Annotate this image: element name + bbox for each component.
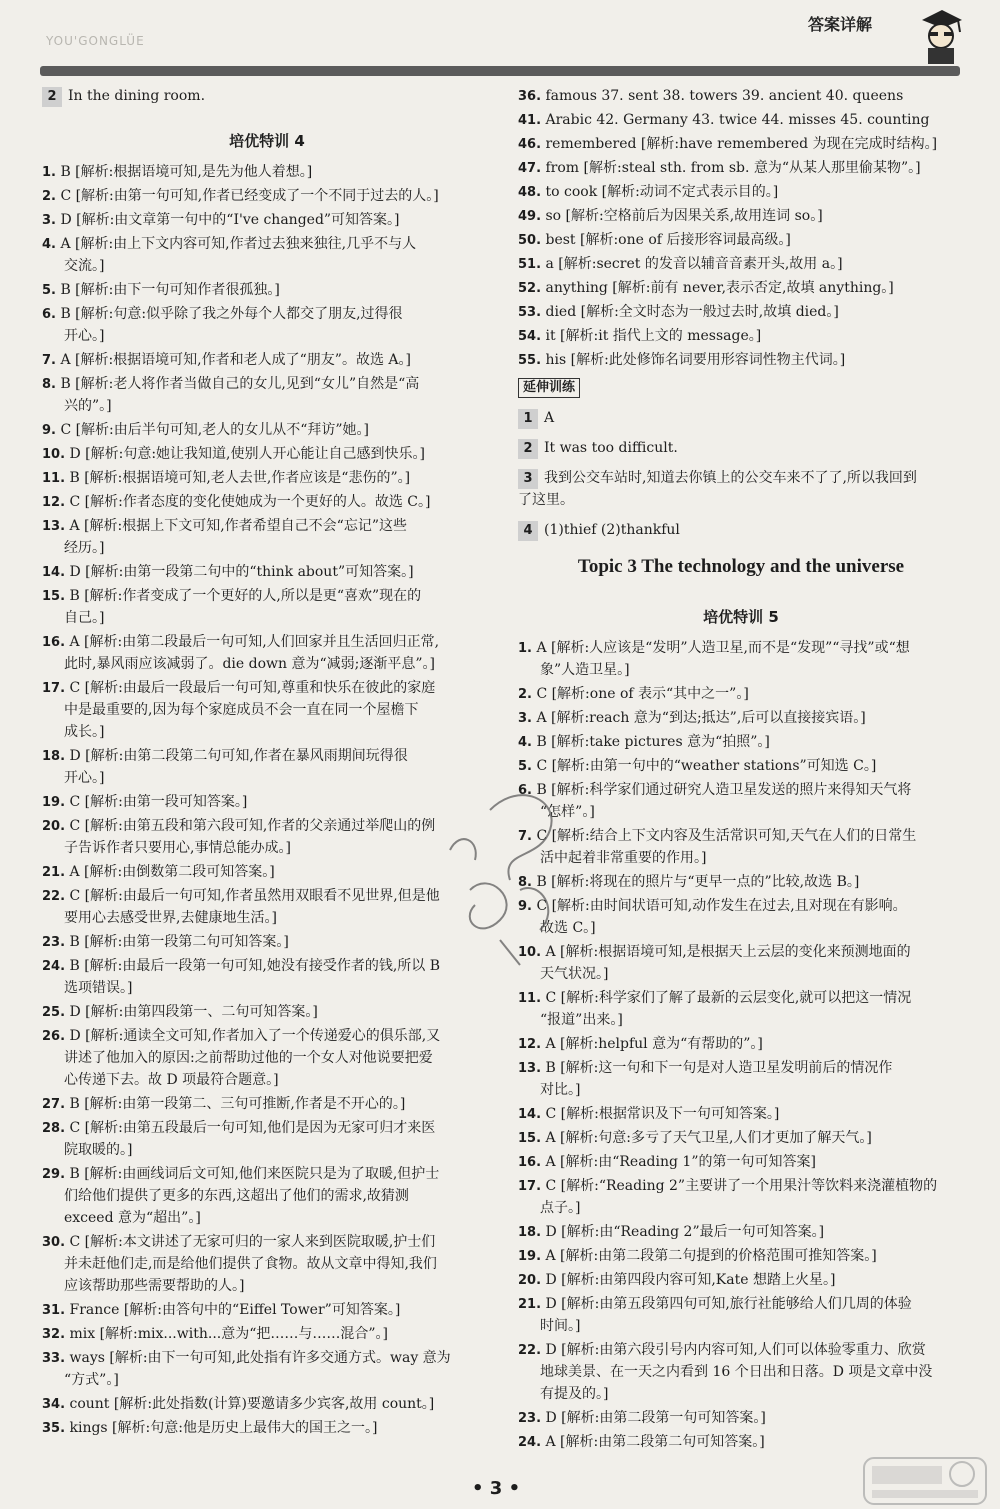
- question-number-box: 4: [518, 521, 538, 541]
- answer-line: [42, 234, 416, 255]
- question-number: 2.: [518, 687, 532, 702]
- answer-text: B [解析:老人将作者当做自己的女儿,见到“女儿”自然是“高: [60, 376, 420, 392]
- answer-line: [42, 350, 411, 371]
- question-number: 10.: [518, 945, 542, 960]
- question-number: 6.: [518, 783, 532, 798]
- answer-continuation: 天气状况。]: [540, 966, 609, 982]
- answer-text: D [解析:由第四段内容可知,Kate 想踏上火星。]: [545, 1272, 836, 1288]
- answer-text: C [解析:由时间状语可知,动作发生在过去,且对现在有影响。: [536, 898, 907, 914]
- answer-line: [42, 562, 414, 583]
- question-number: 55.: [518, 353, 542, 368]
- answer-text: (1)thief (2)thankful: [544, 522, 680, 538]
- answer-text: B [解析:由最后一段第一句可知,她没有接受作者的钱,所以 B: [69, 958, 441, 974]
- answer-line: [518, 326, 761, 347]
- answer-line: [42, 1300, 400, 1321]
- answer-line: [518, 1104, 779, 1125]
- answer-text: D [解析:由第二段第二句可知,作者在暴风雨期间玩得很: [69, 748, 408, 764]
- question-number: 46.: [518, 137, 542, 152]
- answer-text: C [解析:由最后一段最后一句可知,尊重和快乐在彼此的家庭: [69, 680, 436, 696]
- answer-text: C [解析:根据常识及下一句可知答案。]: [545, 1106, 780, 1122]
- question-number: 3.: [518, 711, 532, 726]
- answer-text: A [解析:人应该是“发明”人造卫星,而不是“发现”“寻找”或“想: [536, 640, 910, 656]
- answer-text: C [解析:本文讲述了无家可归的一家人来到医院取暖,护士们: [69, 1234, 436, 1250]
- question-number: 9.: [42, 423, 56, 438]
- question-number: 28.: [42, 1121, 66, 1136]
- question-number: 16.: [518, 1155, 542, 1170]
- answer-line: [42, 792, 247, 813]
- question-number: 6.: [42, 307, 56, 322]
- answer-text: it [解析:it 指代上文的 message。]: [545, 328, 762, 344]
- question-number: 14.: [42, 565, 66, 580]
- question-number: 20.: [518, 1273, 542, 1288]
- header-bar: [40, 66, 960, 76]
- answer-continuation: 心传递下去。故 D 项最符合题意。]: [64, 1072, 279, 1088]
- answer-text: to cook [解析:动词不定式表示目的。]: [545, 184, 779, 200]
- answer-text: C [解析:结合上下文内容及生活常识可知,天气在人们的日常生: [536, 828, 917, 844]
- question-number: 15.: [42, 589, 66, 604]
- question-number: 4.: [518, 735, 532, 750]
- answer-line: [42, 516, 407, 537]
- answer-continuation: 点子。]: [540, 1200, 581, 1216]
- question-number: 14.: [518, 1107, 542, 1122]
- question-number: 3.: [42, 213, 56, 228]
- answer-continuation: 兴的”。]: [64, 398, 112, 414]
- question-number: 24.: [518, 1435, 542, 1450]
- answer-continuation: 地球美景、在一天之内看到 16 个日出和日落。D 项是文章中没: [540, 1364, 933, 1380]
- answer-line: [518, 1176, 937, 1197]
- answer-line: [518, 732, 770, 753]
- answer-continuation: 故选 C。]: [540, 920, 596, 936]
- answer-text: A [解析:helpful 意为“有帮助的”。]: [545, 1036, 763, 1052]
- question-number: 49.: [518, 209, 542, 224]
- answer-text: C [解析:由后半句可知,老人的女儿从不“拜访”她。]: [60, 422, 370, 438]
- question-number: 1.: [42, 165, 56, 180]
- answer-text: B [解析:将现在的照片与“更早一点的”比较,故选 B。]: [536, 874, 860, 890]
- question-number: 7.: [518, 829, 532, 844]
- header-title: 答案详解: [808, 15, 873, 34]
- question-number: 4.: [42, 237, 56, 252]
- answer-line: [42, 632, 439, 653]
- answer-text: Arabic 42. Germany 43. twice 44. misses 45. counting: [545, 112, 930, 128]
- question-number: 30.: [42, 1235, 66, 1250]
- answer-line: [518, 1034, 763, 1055]
- answer-continuation: 子告诉作者只要用心,事情总能办成。]: [64, 840, 291, 856]
- question-number-box: 2: [42, 87, 62, 107]
- answer-line: [518, 1408, 766, 1429]
- answer-text: A [解析:根据上下文可知,作者希望自己不会“忘记”这些: [69, 518, 407, 534]
- boxed-answer-line: [42, 86, 205, 107]
- question-number: 34.: [42, 1397, 66, 1412]
- answer-line: [518, 278, 894, 299]
- answer-line: [518, 1340, 926, 1361]
- question-number: 16.: [42, 635, 66, 650]
- answer-text: B [解析:由第一段第二句可知答案。]: [69, 934, 289, 950]
- question-number: 18.: [518, 1225, 542, 1240]
- answer-line: [42, 886, 440, 907]
- question-number: 5.: [42, 283, 56, 298]
- answer-text: ways [解析:由下一句可知,此处指有许多交通方式。way 意为: [69, 1350, 451, 1366]
- answer-continuation: 时间。]: [540, 1318, 581, 1334]
- answer-line: [42, 1394, 434, 1415]
- answer-text: D [解析:句意:她让我知道,使别人开心能让自己感到快乐。]: [69, 446, 425, 462]
- question-number: 1.: [518, 641, 532, 656]
- page-number: • 3 •: [472, 1478, 521, 1499]
- question-number: 17.: [518, 1179, 542, 1194]
- answer-line: [518, 1270, 835, 1291]
- answer-continuation: 选项错误。]: [64, 980, 133, 996]
- answer-text: A [解析:由第二段最后一句可知,人们回家并且生活回归正常,: [69, 634, 440, 650]
- question-number: 29.: [42, 1167, 66, 1182]
- answer-continuation: 有提及的。]: [540, 1386, 609, 1402]
- answer-line: [42, 956, 440, 977]
- answer-line: [518, 86, 903, 107]
- graduate-mascot-icon: [918, 6, 964, 66]
- boxed-answer-line: [518, 520, 680, 541]
- question-number: 22.: [518, 1343, 542, 1358]
- answer-text: C [解析:由第五段和第六段可知,作者的父亲通过举爬山的例: [69, 818, 436, 834]
- answer-line: [42, 1002, 318, 1023]
- answer-text: mix [解析:mix...with...意为“把……与……混合”。]: [69, 1326, 388, 1342]
- answer-line: [518, 1432, 765, 1453]
- question-number: 35.: [42, 1421, 66, 1436]
- answer-line: [518, 158, 921, 179]
- question-number-box: 1: [518, 409, 538, 429]
- question-number: 31.: [42, 1303, 66, 1318]
- answer-text: best [解析:one of 后接形容词最高级。]: [545, 232, 791, 248]
- question-number: 23.: [42, 935, 66, 950]
- question-number: 36.: [518, 89, 542, 104]
- question-number-box: 3: [518, 469, 538, 489]
- question-number: 51.: [518, 257, 542, 272]
- question-number: 10.: [42, 447, 66, 462]
- answer-line: [42, 304, 403, 325]
- question-number: 19.: [518, 1249, 542, 1264]
- answer-text: B [解析:由下一句可知作者很孤独。]: [60, 282, 280, 298]
- answer-line: [42, 746, 408, 767]
- answer-continuation: “方式”。]: [64, 1372, 119, 1388]
- answer-text: B [解析:这一句和下一句是对人造卫星发明前后的情况作: [545, 1060, 893, 1076]
- answer-text: A [解析:根据语境可知,作者和老人成了“朋友”。故选 A。]: [60, 352, 411, 368]
- answer-text: B [解析:根据语境可知,是先为他人着想。]: [60, 164, 313, 180]
- answer-line: [42, 492, 430, 513]
- answer-line: [42, 816, 435, 837]
- answer-text: In the dining room.: [68, 88, 206, 104]
- answer-text: died [解析:全文时态为一般过去时,故填 died。]: [545, 304, 839, 320]
- answer-text: B [解析:句意:似乎除了我之外每个人都交了朋友,过得很: [60, 306, 403, 322]
- question-number: 8.: [518, 875, 532, 890]
- answer-text: kings [解析:句意:他是历史上最伟大的国王之一。]: [69, 1420, 378, 1436]
- answer-text: from [解析:steal sth. from sb. 意为“从某人那里偷某物”。]: [545, 160, 921, 176]
- question-number: 41.: [518, 113, 542, 128]
- answer-circle-watermark-logo: [862, 1456, 988, 1506]
- question-number: 12.: [518, 1037, 542, 1052]
- answer-text: A [解析:由“Reading 1”的第一句可知答案]: [545, 1154, 816, 1170]
- answer-continuation: 要用心去感受世界,去健康地生活。]: [64, 910, 277, 926]
- answer-text: B [解析:科学家们通过研究人造卫星发送的照片来得知天气将: [536, 782, 912, 798]
- question-number: 33.: [42, 1351, 66, 1366]
- answer-text: C [解析:由第一句中的“weather stations”可知选 C。]: [536, 758, 877, 774]
- answer-text: a [解析:secret 的发音以辅音音素开头,故用 a。]: [545, 256, 843, 272]
- answer-text: C [解析:科学家们了解了最新的云层变化,就可以把这一情况: [545, 990, 912, 1006]
- answer-line: [518, 1222, 824, 1243]
- answer-text: D [解析:由第二段第一句可知答案。]: [545, 1410, 766, 1426]
- question-number: 27.: [42, 1097, 66, 1112]
- answer-continuation: 了这里。: [518, 492, 574, 508]
- answer-text: A [解析:reach 意为“到达;抵达”,后可以直接接宾语。]: [536, 710, 866, 726]
- answer-text: D [解析:通读全文可知,作者加入了一个传递爱心的俱乐部,又: [69, 1028, 441, 1044]
- answer-continuation: “报道”出来。]: [540, 1012, 623, 1028]
- handwritten-stamp-mark: [430, 770, 590, 970]
- answer-continuation: 中是最重要的,因为每个家庭成员不会一直在同一个屋檐下: [64, 702, 419, 718]
- question-number: 5.: [518, 759, 532, 774]
- answer-line: [42, 586, 421, 607]
- answer-line: [42, 1418, 377, 1439]
- answer-continuation: “怎样”。]: [540, 804, 595, 820]
- answer-text: count [解析:此处指数(计算)要邀请多少宾客,故用 count。]: [69, 1396, 435, 1412]
- answer-line: [42, 862, 275, 883]
- answer-line: [42, 162, 312, 183]
- answer-line: [518, 638, 910, 659]
- answer-text: 我到公交车站时,知道去你镇上的公交车来不了了,所以我回到: [544, 470, 917, 486]
- question-number: 25.: [42, 1005, 66, 1020]
- answer-text: D [解析:由第一段第二句中的“think about”可知答案。]: [69, 564, 414, 580]
- question-number: 23.: [518, 1411, 542, 1426]
- boxed-answer-line: [518, 438, 678, 459]
- answer-continuation: 开心。]: [64, 328, 105, 344]
- answer-text: C [解析:由最后一句可知,作者虽然用双眼看不见世界,但是他: [69, 888, 440, 904]
- answer-text: B [解析:由第一段第二、三句可推断,作者是不开心的。]: [69, 1096, 406, 1112]
- answer-line: [42, 280, 280, 301]
- answer-line: [42, 678, 435, 699]
- question-number: 52.: [518, 281, 542, 296]
- answer-continuation: 院取暖的。]: [64, 1142, 133, 1158]
- answer-line: [518, 182, 778, 203]
- answer-line: [42, 186, 439, 207]
- question-number: 15.: [518, 1131, 542, 1146]
- answer-text: B [解析:根据语境可知,老人去世,作者应该是“悲伤的”。]: [69, 470, 411, 486]
- answer-text: so [解析:空格前后为因果关系,故用连词 so。]: [545, 208, 823, 224]
- question-number: 2.: [42, 189, 56, 204]
- question-number: 24.: [42, 959, 66, 974]
- question-number: 7.: [42, 353, 56, 368]
- answer-text: his [解析:此处修饰名词要用形容词性物主代词。]: [545, 352, 846, 368]
- answer-continuation: 交流。]: [64, 258, 105, 274]
- answer-line: [518, 350, 845, 371]
- answer-continuation: 象”人造卫星。]: [540, 662, 630, 678]
- question-number: 11.: [42, 471, 66, 486]
- answer-text: A: [544, 410, 555, 426]
- answer-text: It was too difficult.: [544, 440, 678, 456]
- question-number: 32.: [42, 1327, 66, 1342]
- question-number-box: 2: [518, 439, 538, 459]
- answer-line: [42, 1324, 388, 1345]
- question-number: 26.: [42, 1029, 66, 1044]
- answer-text: D [解析:由文章第一句中的“I've changed”可知答案。]: [60, 212, 400, 228]
- answer-line: [518, 254, 843, 275]
- answer-text: C [解析:由第一句可知,作者已经变成了一个不同于过去的人。]: [60, 188, 439, 204]
- answer-line: [42, 420, 369, 441]
- answer-line: [518, 1246, 877, 1267]
- question-number: 48.: [518, 185, 542, 200]
- boxed-answer-line: [518, 408, 554, 429]
- answer-text: A [解析:根据语境可知,是根据天上云层的变化来预测地面的: [545, 944, 911, 960]
- question-number: 47.: [518, 161, 542, 176]
- answer-continuation: 应该帮助那些需要帮助的人。]: [64, 1278, 245, 1294]
- answer-line: [42, 932, 289, 953]
- question-number: 17.: [42, 681, 66, 696]
- boxed-answer-line: [518, 468, 917, 489]
- question-number: 20.: [42, 819, 66, 834]
- question-number: 8.: [42, 377, 56, 392]
- answer-text: anything [解析:前有 never,表示否定,故填 anything。]: [545, 280, 894, 296]
- question-number: 21.: [42, 865, 66, 880]
- answer-continuation: 讲述了他加入的原因:之前帮助过他的一个女人对他说要把爱: [64, 1050, 433, 1066]
- answer-line: [518, 230, 791, 251]
- question-number: 13.: [42, 519, 66, 534]
- answer-line: [42, 374, 419, 395]
- question-number: 54.: [518, 329, 542, 344]
- answer-line: [518, 1294, 912, 1315]
- answer-continuation: 此时,暴风雨应该减弱了。die down 意为“减弱;逐渐平息”。]: [64, 656, 435, 672]
- question-number: 11.: [518, 991, 542, 1006]
- answer-text: C [解析:“Reading 2”主要讲了一个用果汁等饮料来浇灌植物的: [545, 1178, 938, 1194]
- answer-text: A [解析:句意:多亏了天气卫星,人们才更加了解天气。]: [545, 1130, 872, 1146]
- answer-line: [518, 1128, 872, 1149]
- answer-continuation: 们给他们提供了更多的东西,这超出了他们的需求,故猜测: [64, 1188, 409, 1204]
- answer-line: [42, 1026, 440, 1047]
- answer-line: [518, 206, 823, 227]
- answer-line: [42, 1118, 435, 1139]
- question-number: 53.: [518, 305, 542, 320]
- answer-line: [42, 468, 410, 489]
- answer-line: [42, 1232, 435, 1253]
- answer-text: C [解析:作者态度的变化使她成为一个更好的人。故选 C。]: [69, 494, 431, 510]
- answer-text: A [解析:由第二段第二句可知答案。]: [545, 1434, 765, 1450]
- answer-continuation: 开心。]: [64, 770, 105, 786]
- answer-text: D [解析:由第六段引号内内容可知,人们可以体验零重力、欣赏: [545, 1342, 926, 1358]
- answer-continuation: exceed 意为“超出”。]: [64, 1210, 201, 1226]
- answer-line: [518, 1152, 816, 1173]
- answer-line: [518, 708, 866, 729]
- section-heading: 培优特训 5: [703, 608, 779, 626]
- answer-line: [42, 210, 400, 231]
- answer-text: C [解析:由第五段最后一句可知,他们是因为无家可归才来医: [69, 1120, 436, 1136]
- answer-line: [518, 1058, 892, 1079]
- answer-line: [42, 1348, 451, 1369]
- answer-text: C [解析:由第一段可知答案。]: [69, 794, 248, 810]
- answer-line: [518, 302, 839, 323]
- answer-text: remembered [解析:have remembered 为现在完成时结构。]: [545, 136, 938, 152]
- answer-text: B [解析:take pictures 意为“拍照”。]: [536, 734, 770, 750]
- topic-heading: Topic 3 The technology and the universe: [577, 556, 905, 577]
- question-number: 12.: [42, 495, 66, 510]
- answer-text: France [解析:由答句中的“Eiffel Tower”可知答案。]: [69, 1302, 401, 1318]
- question-number: 50.: [518, 233, 542, 248]
- answer-text: A [解析:由第二段第二句提到的价格范围可推知答案。]: [545, 1248, 877, 1264]
- question-number: 18.: [42, 749, 66, 764]
- question-number: 19.: [42, 795, 66, 810]
- answer-line: [42, 1164, 439, 1185]
- question-number: 13.: [518, 1061, 542, 1076]
- answer-text: B [解析:作者变成了一个更好的人,所以是更“喜欢”现在的: [69, 588, 422, 604]
- header-brand: YOU'GONGLÜE: [46, 34, 145, 48]
- answer-line: [518, 134, 937, 155]
- answer-text: A [解析:由上下文内容可知,作者过去独来独往,几乎不与人: [60, 236, 417, 252]
- extension-training-label: 延伸训练: [518, 378, 580, 398]
- answer-continuation: 自己。]: [64, 610, 105, 626]
- answer-continuation: 活中起着非常重要的作用。]: [540, 850, 707, 866]
- question-number: 22.: [42, 889, 66, 904]
- answer-text: D [解析:由“Reading 2”最后一句可知答案。]: [545, 1224, 825, 1240]
- answer-continuation: 成长。]: [64, 724, 105, 740]
- answer-continuation: 对比。]: [540, 1082, 581, 1098]
- question-number: 21.: [518, 1297, 542, 1312]
- question-number: 9.: [518, 899, 532, 914]
- answer-continuation: 并未赶他们走,而是给他们提供了食物。故从文章中得知,我们: [64, 1256, 437, 1272]
- answer-continuation: 经历。]: [64, 540, 105, 556]
- answer-line: [518, 110, 929, 131]
- answer-text: D [解析:由第五段第四句可知,旅行社能够给人们几周的体验: [545, 1296, 912, 1312]
- answer-text: D [解析:由第四段第一、二句可知答案。]: [69, 1004, 318, 1020]
- answer-line: [518, 988, 911, 1009]
- answer-text: A [解析:由倒数第二段可知答案。]: [69, 864, 275, 880]
- answer-text: C [解析:one of 表示“其中之一”。]: [536, 686, 749, 702]
- answer-text: B [解析:由画线词后文可知,他们来医院只是为了取暖,但护士: [69, 1166, 440, 1182]
- section-heading: 培优特训 4: [229, 132, 305, 150]
- answer-line: [42, 1094, 405, 1115]
- answer-text: famous 37. sent 38. towers 39. ancient 40. queens: [545, 88, 904, 104]
- answer-line: [518, 684, 749, 705]
- answer-line: [42, 444, 425, 465]
